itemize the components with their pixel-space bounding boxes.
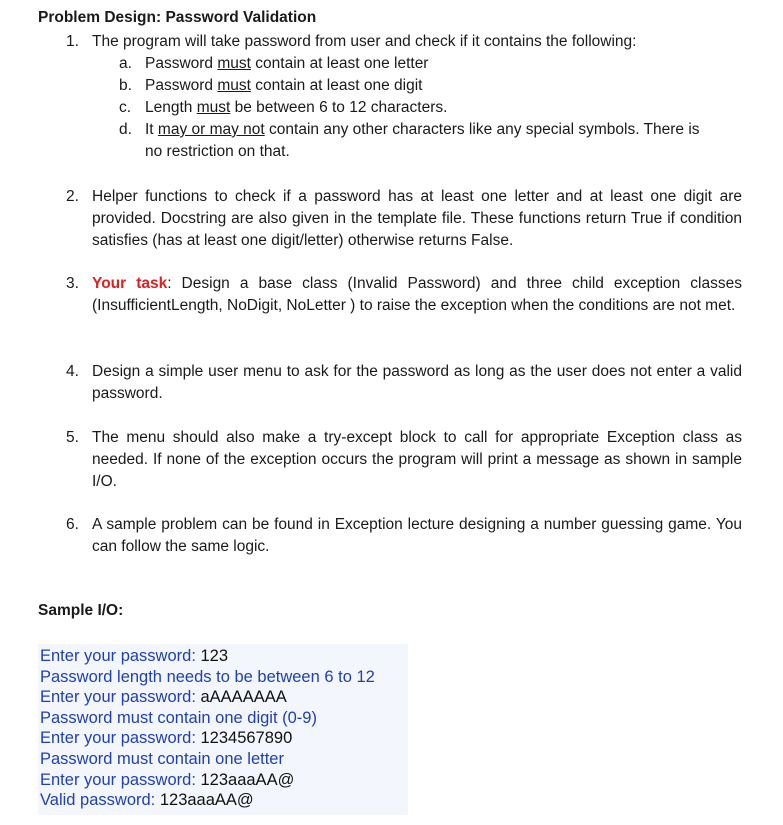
item-text: The menu should also make a try-except block to call for appropriate Exception class as needed. If none of the exception occurs the program will print a message as shown in sample I/O.: [92, 429, 742, 490]
item-number: 5.: [66, 429, 79, 446]
item-number: 4.: [66, 363, 79, 380]
io-line: Password must contain one digit (0-9): [40, 708, 317, 727]
io-line: Enter your password: 1234567890: [40, 729, 293, 748]
item-text: Your task: Design a base class (Invalid Password) and three child exception classes (InsufficientLength, NoDigit, NoLetter ) to raise the exception when the conditions are not met.: [92, 275, 742, 314]
io-line: Enter your password: 123: [40, 647, 229, 665]
subitem-letter: a.: [119, 55, 132, 72]
io-line: Password length needs to be between 6 to 12: [40, 667, 375, 686]
subitem-text: Password must contain at least one digit: [145, 77, 423, 94]
sample-io-block: [38, 644, 408, 815]
io-line: Enter your password: 123aaaAA@: [40, 770, 295, 789]
subitem-text: Length must be between 6 to 12 characters.: [145, 99, 448, 116]
item-text: Helper functions to check if a password has at least one letter and at least one digit are provided. Docstring are also given in the template file. These functions return True if condition satisfies (has at least one digit/letter) otherwise returns False.: [92, 188, 742, 249]
item-number: 1.: [66, 33, 79, 50]
your-task-label: Your task: [92, 275, 168, 292]
page-title: Problem Design: Password Validation: [38, 9, 317, 26]
subitem-letter: b.: [119, 77, 132, 94]
sample-io-heading: Sample I/O:: [38, 602, 124, 619]
io-line: Valid password: 123aaaAA@: [40, 791, 254, 810]
io-line: Password must contain one letter: [40, 749, 284, 768]
subitem-letter: c.: [119, 99, 132, 116]
item-number: 3.: [66, 275, 79, 292]
item-text: Design a simple user menu to ask for the password as long as the user does not enter a valid password.: [92, 363, 742, 402]
subitem-text: Password must contain at least one letter: [145, 55, 429, 72]
item-text: A sample problem can be found in Exception lecture designing a number guessing game. You can follow the same logic.: [92, 516, 742, 555]
io-line: Enter your password: aAAAAAAA: [40, 688, 287, 707]
subitem-text: It may or may not contain any other characters like any special symbols. There is: [145, 121, 700, 138]
item-text: The program will take password from user and check if it contains the following:: [92, 33, 637, 50]
subitem-text-continued: no restriction on that.: [145, 143, 290, 160]
item-number: 2.: [66, 188, 79, 205]
item-number: 6.: [66, 516, 79, 533]
subitem-letter: d.: [119, 121, 132, 138]
